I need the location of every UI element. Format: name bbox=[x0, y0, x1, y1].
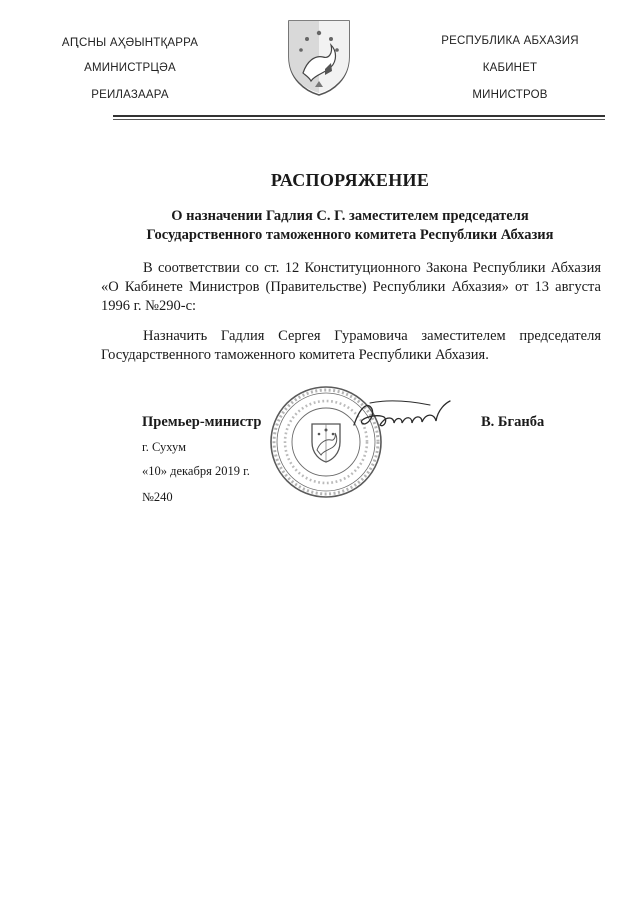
paragraph-legal-basis: В соответствии со ст. 12 Конституционного Закона Республики Абхазия «О Кабинете Министров (Правительстве) Республики Абхазия» от 13 августа 1996 г. №290-с: bbox=[101, 260, 601, 314]
header-left-line-3: РЕИЛАЗААРА bbox=[91, 89, 169, 101]
header-left-line-2: АМИНИСТРЦӘА bbox=[84, 62, 176, 74]
document-subject-line-1: О назначении Гадлия С. Г. заместителем председателя bbox=[171, 208, 529, 224]
coat-of-arms-emblem bbox=[285, 17, 353, 97]
document-date: «10» декабря 2019 г. bbox=[142, 464, 250, 478]
header-right-line-2: КАБИНЕТ bbox=[482, 62, 538, 74]
header-left-line-1: АԤСНЫ АҲӘЫНТҚАРРА bbox=[61, 37, 199, 49]
document-number: №240 bbox=[142, 490, 173, 504]
document-title: РАСПОРЯЖЕНИЕ bbox=[270, 170, 430, 190]
header-divider-thick bbox=[113, 115, 605, 117]
handwritten-signature bbox=[350, 395, 455, 435]
header-right-line-3: МИНИСТРОВ bbox=[472, 89, 548, 101]
document-city: г. Сухум bbox=[142, 440, 187, 454]
paragraph-appointment: Назначить Гадлия Сергея Гурамовича заместителем председателя Государственного таможенного комитета Республики Абхазия. bbox=[101, 328, 601, 363]
header-divider-thin bbox=[113, 119, 605, 120]
document-subject-line-2: Государственного таможенного комитета Республики Абхазия bbox=[146, 227, 554, 243]
signatory-role: Премьер-министр bbox=[142, 414, 262, 430]
signatory-name: В. Бганба bbox=[481, 414, 545, 430]
header-right-line-1: РЕСПУБЛИКА АБХАЗИЯ bbox=[441, 35, 579, 47]
